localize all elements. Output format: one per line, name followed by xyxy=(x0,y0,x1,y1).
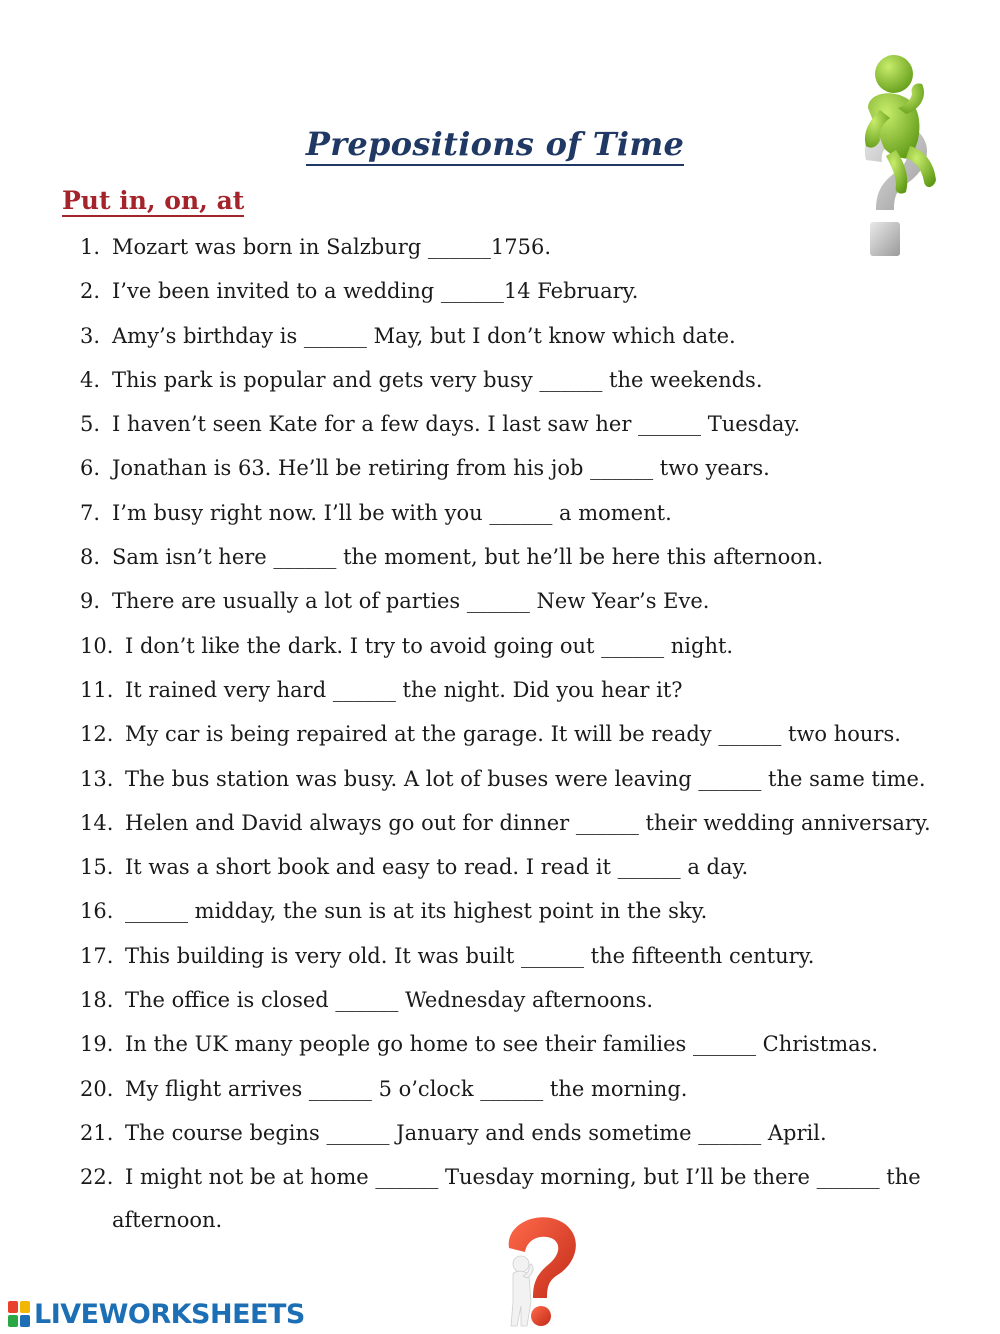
question-item xyxy=(80,1029,940,1073)
worksheet-instruction xyxy=(62,186,244,215)
question-number: 8. xyxy=(80,545,101,570)
question-item xyxy=(80,365,940,409)
question-text xyxy=(125,808,940,852)
question-text xyxy=(112,232,940,276)
question-sentence: This building is very old. It was built ______ the fifteenth century. xyxy=(125,943,815,968)
question-text xyxy=(125,719,940,763)
question-sentence: The office is closed ______ Wednesday afternoons. xyxy=(125,988,654,1013)
figure-leaning-on-question-mark-icon xyxy=(503,1212,583,1330)
question-number: 17. xyxy=(80,943,114,968)
question-text xyxy=(125,896,940,940)
question-number: 4. xyxy=(80,367,101,392)
question-sentence: Jonathan is 63. He’ll be retiring from his job ______ two years. xyxy=(112,456,770,481)
question-sentence: It rained very hard ______ the night. Did you hear it? xyxy=(125,677,683,702)
question-number: 7. xyxy=(80,500,101,525)
question-text xyxy=(125,852,940,896)
question-number: 15. xyxy=(80,855,114,880)
question-text xyxy=(125,985,940,1029)
question-text xyxy=(112,365,940,409)
question-number: 19. xyxy=(80,1032,114,1057)
question-item xyxy=(80,1074,940,1118)
question-number: 3. xyxy=(80,323,101,348)
question-item xyxy=(80,985,940,1029)
question-item xyxy=(80,808,940,852)
question-number: 1. xyxy=(80,235,101,259)
question-number: 12. xyxy=(80,722,114,747)
question-sentence: Helen and David always go out for dinner ______ their wedding anniversary. xyxy=(125,810,931,835)
worksheet-instruction-text: Put in, on, at xyxy=(62,186,245,215)
question-text xyxy=(125,1029,940,1073)
question-text xyxy=(125,675,940,719)
question-item xyxy=(80,896,940,940)
question-text xyxy=(112,542,940,586)
question-text xyxy=(125,631,940,675)
question-number: 13. xyxy=(80,766,114,791)
question-sentence: My flight arrives ______ 5 o’clock ______ the morning. xyxy=(125,1076,688,1101)
question-continuation: afternoon. xyxy=(112,1208,223,1233)
question-sentence: Amy’s birthday is ______ May, but I don’t know which date. xyxy=(112,323,736,348)
question-sentence: I don’t like the dark. I try to avoid going out ______ night. xyxy=(125,633,734,658)
figure-sitting-on-question-mark-icon xyxy=(840,50,940,260)
question-text xyxy=(112,453,940,497)
question-number: 22. xyxy=(80,1165,114,1190)
question-list xyxy=(80,232,940,1242)
question-sentence: The bus station was busy. A lot of buses were leaving ______ the same time. xyxy=(125,766,926,791)
question-item xyxy=(80,542,940,586)
question-sentence: Mozart was born in Salzburg ______1756. xyxy=(112,235,552,259)
question-number: 11. xyxy=(80,677,114,702)
question-sentence: There are usually a lot of parties ______ New Year’s Eve. xyxy=(112,589,710,614)
question-item xyxy=(80,321,940,365)
question-item xyxy=(80,586,940,630)
question-number: 16. xyxy=(80,899,114,924)
question-item xyxy=(80,498,940,542)
question-number: 20. xyxy=(80,1076,114,1101)
question-text xyxy=(112,321,940,365)
question-sentence: My car is being repaired at the garage. It will be ready ______ two hours. xyxy=(125,722,901,747)
question-text xyxy=(125,1074,940,1118)
question-number: 6. xyxy=(80,456,101,481)
question-text xyxy=(112,498,940,542)
question-number: 5. xyxy=(80,412,101,437)
liveworksheets-mark-icon xyxy=(8,1301,30,1327)
question-item xyxy=(80,675,940,719)
question-sentence: The course begins ______ January and ends sometime ______ April. xyxy=(125,1120,827,1145)
question-sentence: It was a short book and easy to read. I read it ______ a day. xyxy=(125,855,749,880)
question-sentence: ______ midday, the sun is at its highest point in the sky. xyxy=(125,899,708,924)
question-number: 14. xyxy=(80,810,114,835)
question-item xyxy=(80,232,940,276)
question-number: 21. xyxy=(80,1120,114,1145)
question-sentence: I’ve been invited to a wedding ______14 February. xyxy=(112,279,639,304)
question-sentence: I’m busy right now. I’ll be with you ______ a moment. xyxy=(112,500,672,525)
question-item xyxy=(80,409,940,453)
worksheet-title-text: Prepositions of Time xyxy=(306,125,684,166)
question-item xyxy=(80,719,940,763)
question-item xyxy=(80,453,940,497)
question-item xyxy=(80,276,940,320)
question-sentence: This park is popular and gets very busy ______ the weekends. xyxy=(112,367,763,392)
liveworksheets-logo-text: LIVEWORKSHEETS xyxy=(34,1298,305,1330)
question-number: 9. xyxy=(80,589,101,614)
liveworksheets-logo xyxy=(8,1298,305,1330)
question-number: 2. xyxy=(80,279,101,304)
question-sentence: Sam isn’t here ______ the moment, but he’ll be here this afternoon. xyxy=(112,545,824,570)
question-item xyxy=(80,764,940,808)
question-item xyxy=(80,941,940,985)
question-text xyxy=(125,941,940,985)
question-text xyxy=(112,586,940,630)
question-text xyxy=(112,276,940,320)
question-sentence: I might not be at home ______ Tuesday morning, but I’ll be there ______ the xyxy=(125,1165,921,1190)
question-text xyxy=(125,764,940,808)
question-number: 10. xyxy=(80,633,114,658)
question-item xyxy=(80,852,940,896)
question-sentence: I haven’t seen Kate for a few days. I last saw her ______ Tuesday. xyxy=(112,412,801,437)
question-sentence: In the UK many people go home to see their families ______ Christmas. xyxy=(125,1032,879,1057)
question-number: 18. xyxy=(80,988,114,1013)
question-item xyxy=(80,631,940,675)
question-text xyxy=(112,409,940,453)
